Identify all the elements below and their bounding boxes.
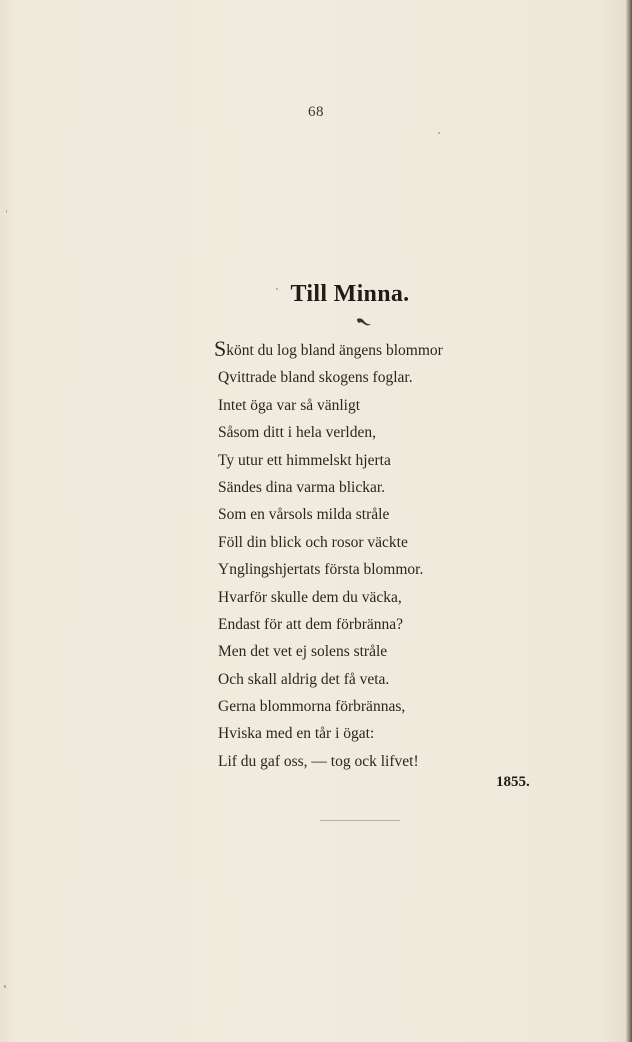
paper-speck <box>276 288 278 290</box>
poem-line-text: könt du log bland ängens blommor <box>226 342 443 359</box>
poem-year: 1855. <box>496 774 530 790</box>
paper-speck <box>6 210 7 213</box>
poem-line: Men det vet ej solens stråle <box>218 643 388 661</box>
poem-line: Och skall aldrig det få veta. <box>218 670 390 688</box>
poem-line: Qvittrade bland skogens foglar. <box>218 369 413 387</box>
poem-line: Sändes dina varma blickar. <box>218 478 386 496</box>
poem-line: Intet öga var så vänligt <box>218 396 361 414</box>
poem-line: Föll din blick och rosor väckte <box>218 533 408 551</box>
paper-speck <box>4 985 6 988</box>
poem-line: Endast för att dem förbränna? <box>218 615 404 633</box>
poem-line: Gerna blommorna förbrännas, <box>218 698 406 716</box>
poem-line: Som en vårsols milda stråle <box>218 506 390 524</box>
poem-line: Ynglingshjertats första blommor. <box>218 561 424 579</box>
poem-line: Ty utur ett himmelskt hjerta <box>218 451 391 469</box>
poem-initial-letter: S <box>214 336 227 361</box>
poem-line: Hviska med en tår i ögat: <box>218 725 375 743</box>
page-edge-shadow <box>626 0 632 1042</box>
page-number: 68 <box>308 104 324 120</box>
poem-line <box>214 336 443 364</box>
poem-line: Såsom ditt i hela verlden, <box>218 424 376 442</box>
poem-body <box>214 336 443 775</box>
section-divider <box>320 820 400 821</box>
paper-speck <box>438 132 440 134</box>
fleuron-ornament-icon <box>355 316 373 328</box>
poem-line: Lif du gaf oss, — tog ock lifvet! <box>218 752 419 770</box>
poem-line: Hvarför skulle dem du väcka, <box>218 588 402 606</box>
poem-title: Till Minna. <box>290 281 410 307</box>
